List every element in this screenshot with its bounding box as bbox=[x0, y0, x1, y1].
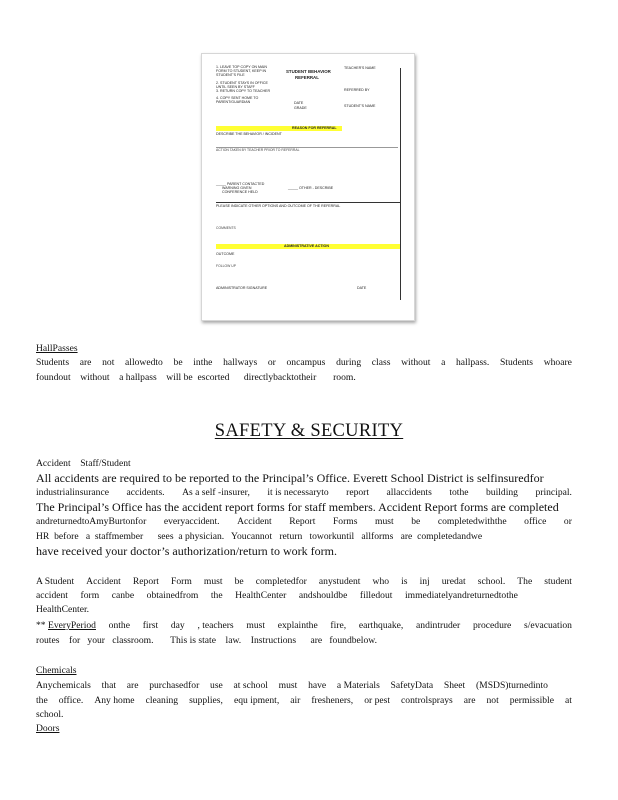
form-grade-label: GRADE bbox=[294, 106, 307, 110]
accident-heading: Accident Staff/Student bbox=[36, 458, 131, 469]
form-other-item: _____ OTHER - DESCRIBE bbox=[288, 186, 334, 190]
hallpasses-heading: HallPasses bbox=[36, 343, 78, 354]
chemicals-heading: Chemicals bbox=[36, 665, 77, 676]
form-comments-label: COMMENTS bbox=[216, 226, 236, 230]
form-outcome-label: OUTCOME bbox=[216, 252, 235, 256]
chemicals-line-3: school. bbox=[36, 709, 64, 720]
student-accident-line-4: ** EveryPeriod onthe first day , teachers must explainthe fire, earthquake, andintruder procedure s/evacuation bbox=[36, 620, 572, 631]
doors-heading: Doors bbox=[36, 723, 60, 734]
student-accident-line-5: routes for your classroom. This is state law. Instructions are foundbelow. bbox=[36, 635, 377, 646]
student-accident-line-3: HealthCenter. bbox=[36, 604, 90, 615]
form-title: STUDENT BEHAVIOR bbox=[286, 69, 331, 74]
form-teacher-label: TEACHER'S NAME bbox=[344, 66, 376, 70]
accident-line-1: All accidents are required to be reported to the Principal’s Office. Everett School District is selfinsuredfor bbox=[36, 471, 544, 485]
form-subtitle: REFERRAL bbox=[295, 75, 319, 80]
form-describe-label: PLEASE INDICATE OTHER OPTIONS AND OUTCOME OF THE REFERRAL bbox=[216, 204, 341, 208]
hallpasses-line-1: Students are not allowedto be inthe hallways or oncampus during class without a hallpass. Students whoare bbox=[36, 357, 572, 368]
student-accident-line-1: A Student Accident Report Form must be completedfor anystudent who is inj uredat school. The student bbox=[36, 576, 572, 587]
form-sig-date-label: DATE bbox=[357, 286, 367, 290]
form-divider bbox=[216, 202, 400, 203]
form-date-label: DATE bbox=[294, 101, 304, 105]
form-reason-header: REASON FOR REFERRAL bbox=[292, 126, 337, 130]
student-accident-line-2: accident form canbe obtainedfrom the HealthCenter andshouldbe filledout immediatelyandreturnedtothe bbox=[36, 590, 518, 601]
form-student-label: STUDENT'S NAME bbox=[344, 104, 376, 108]
chemicals-line-2: the office. Any home cleaning supplies, equ ipment, air fresheners, or pest controlsprays are not permissible at bbox=[36, 695, 572, 706]
referral-form-image bbox=[201, 53, 415, 321]
chemicals-line-1: Anychemicals that are purchasedfor use at school must have a Materials SafetyData Sheet (MSDS)turnedinto bbox=[36, 680, 548, 691]
form-referred-label: REFERRED BY bbox=[344, 88, 370, 92]
accident-line-2: industrialinsurance accidents. As a self -insurer, it is necessaryto report allaccidents tothe building principal. bbox=[36, 487, 572, 498]
form-action-label: ACTION TAKEN BY TEACHER PRIOR TO REFERRAL bbox=[216, 148, 300, 152]
form-reason-sub: DESCRIBE THE BEHAVIOR / INCIDENT bbox=[216, 132, 282, 136]
form-check-list: _____ PARENT CONTACTED WARNING GIVEN CONFERENCE HELD bbox=[216, 182, 265, 195]
form-followup-label: FOLLOW UP bbox=[216, 264, 236, 268]
section-title: SAFETY & SECURITY bbox=[214, 421, 404, 441]
form-right-border bbox=[400, 68, 401, 300]
form-admin-header: ADMINISTRATIVE ACTION bbox=[284, 244, 329, 248]
accident-line-3: The Principal’s Office has the accident report forms for staff members. Accident Report forms are completed bbox=[36, 500, 559, 514]
hallpasses-line-2: foundout without a hallpass will be escorted directlybacktotheir room. bbox=[36, 372, 356, 383]
accident-line-6: have received your doctor’s authorization/return to work form. bbox=[36, 544, 338, 558]
accident-line-4: andreturnedtoAmyBurtonfor everyaccident. Accident Report Forms must be completedwiththe office or bbox=[36, 516, 572, 527]
form-instructions: 1. LEAVE TOP COPY ON MAIN FORM TO STUDENT, KEEP IN STUDENT'S FILE 2. STUDENT STAYS IN OFFICE UNTIL SEEN BY STAFF 3. RETURN COPY TO TEACHER 4. COPY SENT HOME TO PARENT/GUARDIAN bbox=[216, 65, 271, 105]
form-signature-label: ADMINISTRATOR SIGNATURE bbox=[216, 286, 268, 290]
every-period-link: EveryPeriod bbox=[48, 620, 96, 631]
accident-line-5: HR before a staffmember sees a physician. Youcannot return toworkuntil allforms are completedandwe bbox=[36, 531, 483, 542]
